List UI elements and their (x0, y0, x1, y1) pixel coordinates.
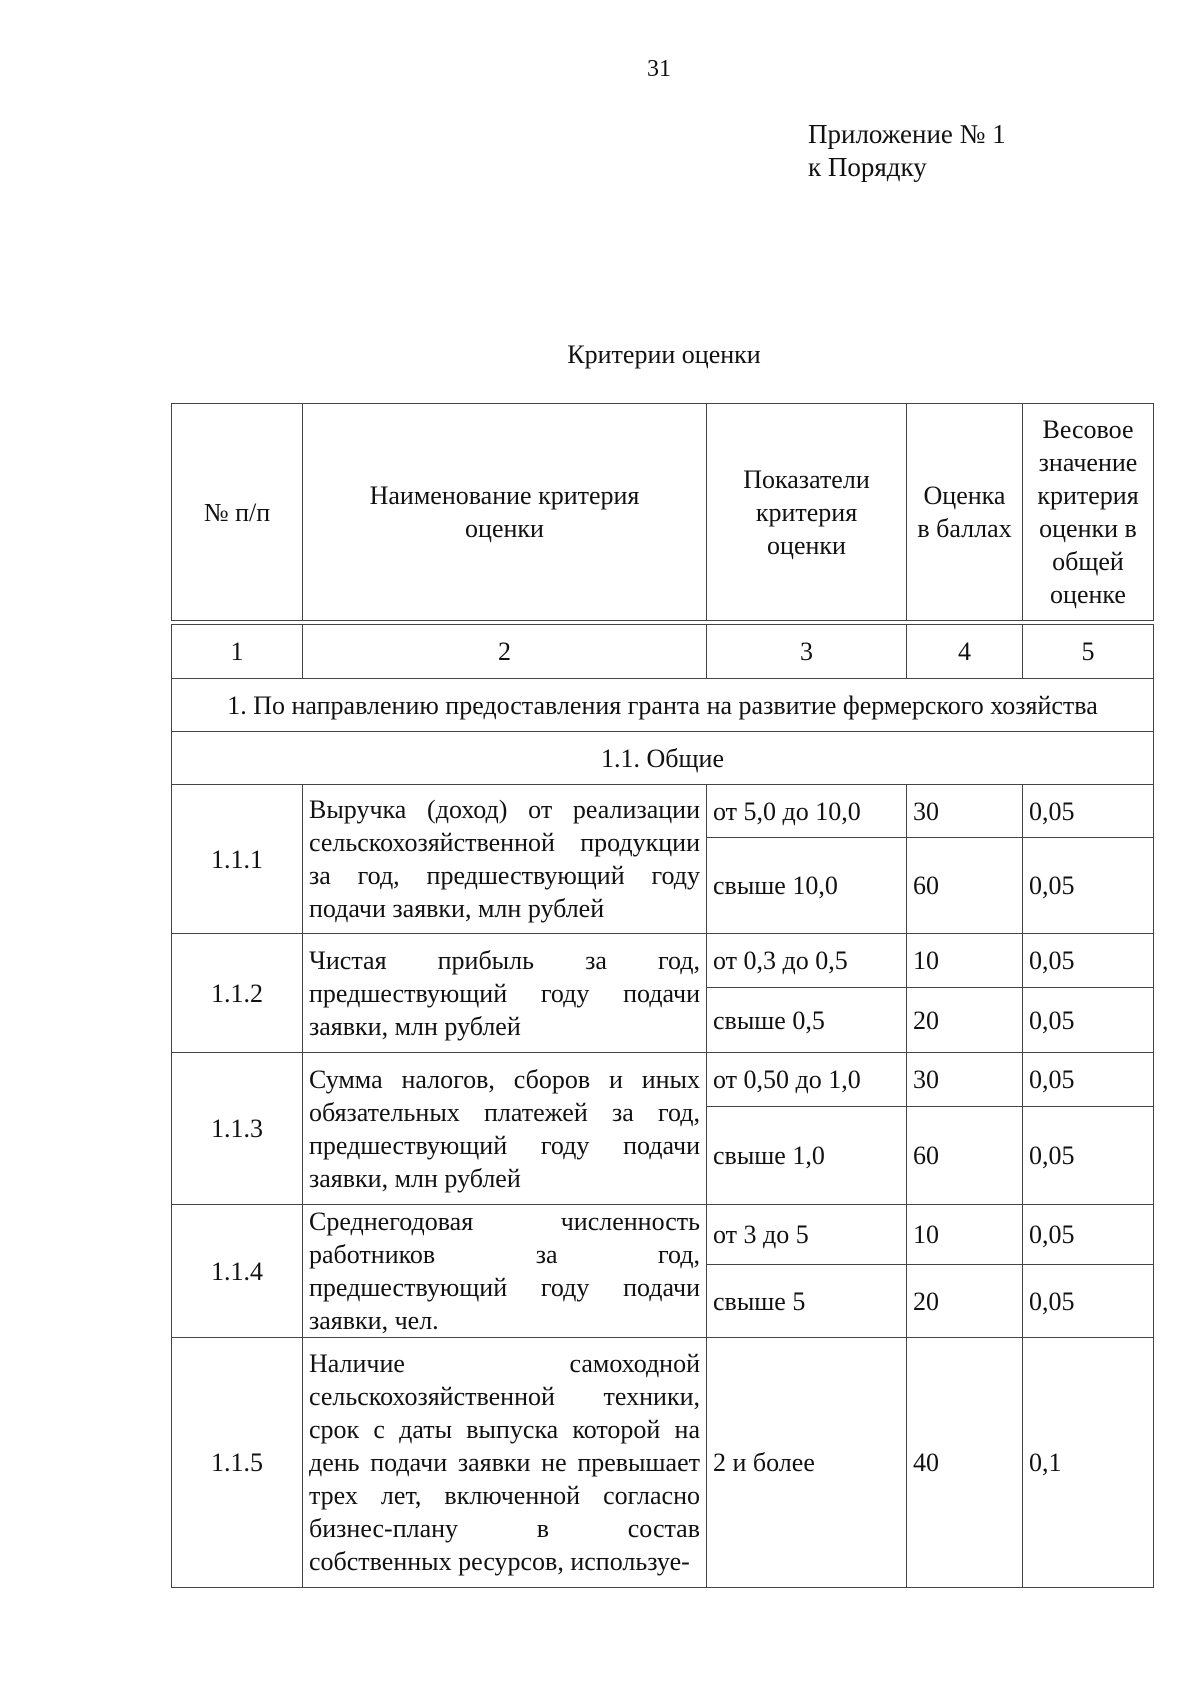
column-number: 3 (707, 625, 907, 679)
column-number: 2 (303, 625, 707, 679)
weight-cell: 0,05 (1023, 988, 1154, 1053)
section-row (172, 679, 1154, 732)
score-cell: 30 (907, 1053, 1023, 1107)
table-row (172, 934, 1154, 988)
header-name: Наименование критерия оценки (303, 404, 707, 621)
score-cell: 60 (907, 1107, 1023, 1205)
column-number-row (172, 625, 1154, 679)
criterion-name: Чистая прибыль за год, предшествующий году подачи заявки, млн рублей (303, 934, 707, 1053)
appendix-line-2: к Порядку (808, 152, 927, 182)
appendix-line-1: Приложение № 1 (808, 119, 1006, 149)
indicator-cell: от 3 до 5 (707, 1205, 907, 1265)
indicator-cell: свыше 10,0 (707, 838, 907, 934)
indicator-cell: свыше 0,5 (707, 988, 907, 1053)
criterion-number: 1.1.5 (172, 1338, 303, 1588)
indicator-cell: 2 и более (707, 1338, 907, 1588)
criterion-number: 1.1.2 (172, 934, 303, 1053)
weight-cell: 0,05 (1023, 1205, 1154, 1265)
document-title: Критерии оценки (567, 340, 761, 369)
score-cell: 10 (907, 934, 1023, 988)
weight-cell: 0,1 (1023, 1338, 1154, 1588)
score-cell: 20 (907, 1265, 1023, 1338)
score-cell: 30 (907, 785, 1023, 838)
indicator-cell: от 0,50 до 1,0 (707, 1053, 907, 1107)
criterion-name: Сумма налогов, сборов и иных обязательных платежей за год, предшествующий году подачи заявки, млн рублей (303, 1053, 707, 1205)
table-row (172, 1205, 1154, 1265)
weight-cell: 0,05 (1023, 934, 1154, 988)
header-weight: Весовое значение критерия оценки в общей оценке (1023, 404, 1154, 621)
column-number: 4 (907, 625, 1023, 679)
column-number: 1 (172, 625, 303, 679)
criterion-number: 1.1.3 (172, 1053, 303, 1205)
weight-cell: 0,05 (1023, 785, 1154, 838)
table-row (172, 1053, 1154, 1107)
score-cell: 60 (907, 838, 1023, 934)
score-cell: 10 (907, 1205, 1023, 1265)
header-indicators: Показатели критерия оценки (707, 404, 907, 621)
indicator-cell: от 0,3 до 0,5 (707, 934, 907, 988)
criterion-number: 1.1.4 (172, 1205, 303, 1338)
criterion-name: Выручка (доход) от реализации сельскохозяйственной продукции за год, предшествующий году подачи заявки, млн рублей (303, 785, 707, 934)
weight-cell: 0,05 (1023, 1107, 1154, 1205)
page-number: 31 (647, 56, 671, 82)
section-heading: 1. По направлению предоставления гранта на развитие фермерского хозяйства (172, 679, 1154, 732)
appendix-note (808, 118, 1006, 184)
criterion-name: Наличие самоходной сельскохозяйственной техники, срок с даты выпуска которой на день подачи заявки не превышает трех лет, включенной согласно бизнес-плану в состав собственных ресурсов, используе- (303, 1338, 707, 1588)
header-num: № п/п (172, 404, 303, 621)
subsection-row (172, 732, 1154, 785)
weight-cell: 0,05 (1023, 1053, 1154, 1107)
table-row (172, 1338, 1154, 1588)
table-row (172, 785, 1154, 838)
column-number: 5 (1023, 625, 1154, 679)
weight-cell: 0,05 (1023, 838, 1154, 934)
criteria-table (171, 403, 1154, 1588)
indicator-cell: свыше 1,0 (707, 1107, 907, 1205)
score-cell: 20 (907, 988, 1023, 1053)
criterion-number: 1.1.1 (172, 785, 303, 934)
score-cell: 40 (907, 1338, 1023, 1588)
indicator-cell: свыше 5 (707, 1265, 907, 1338)
subsection-heading: 1.1. Общие (172, 732, 1154, 785)
indicator-cell: от 5,0 до 10,0 (707, 785, 907, 838)
table-header-row (172, 404, 1154, 621)
weight-cell: 0,05 (1023, 1265, 1154, 1338)
criterion-name: Среднегодовая численность работников за год, предшествующий году подачи заявки, чел. (303, 1205, 707, 1338)
header-score: Оценка в баллах (907, 404, 1023, 621)
